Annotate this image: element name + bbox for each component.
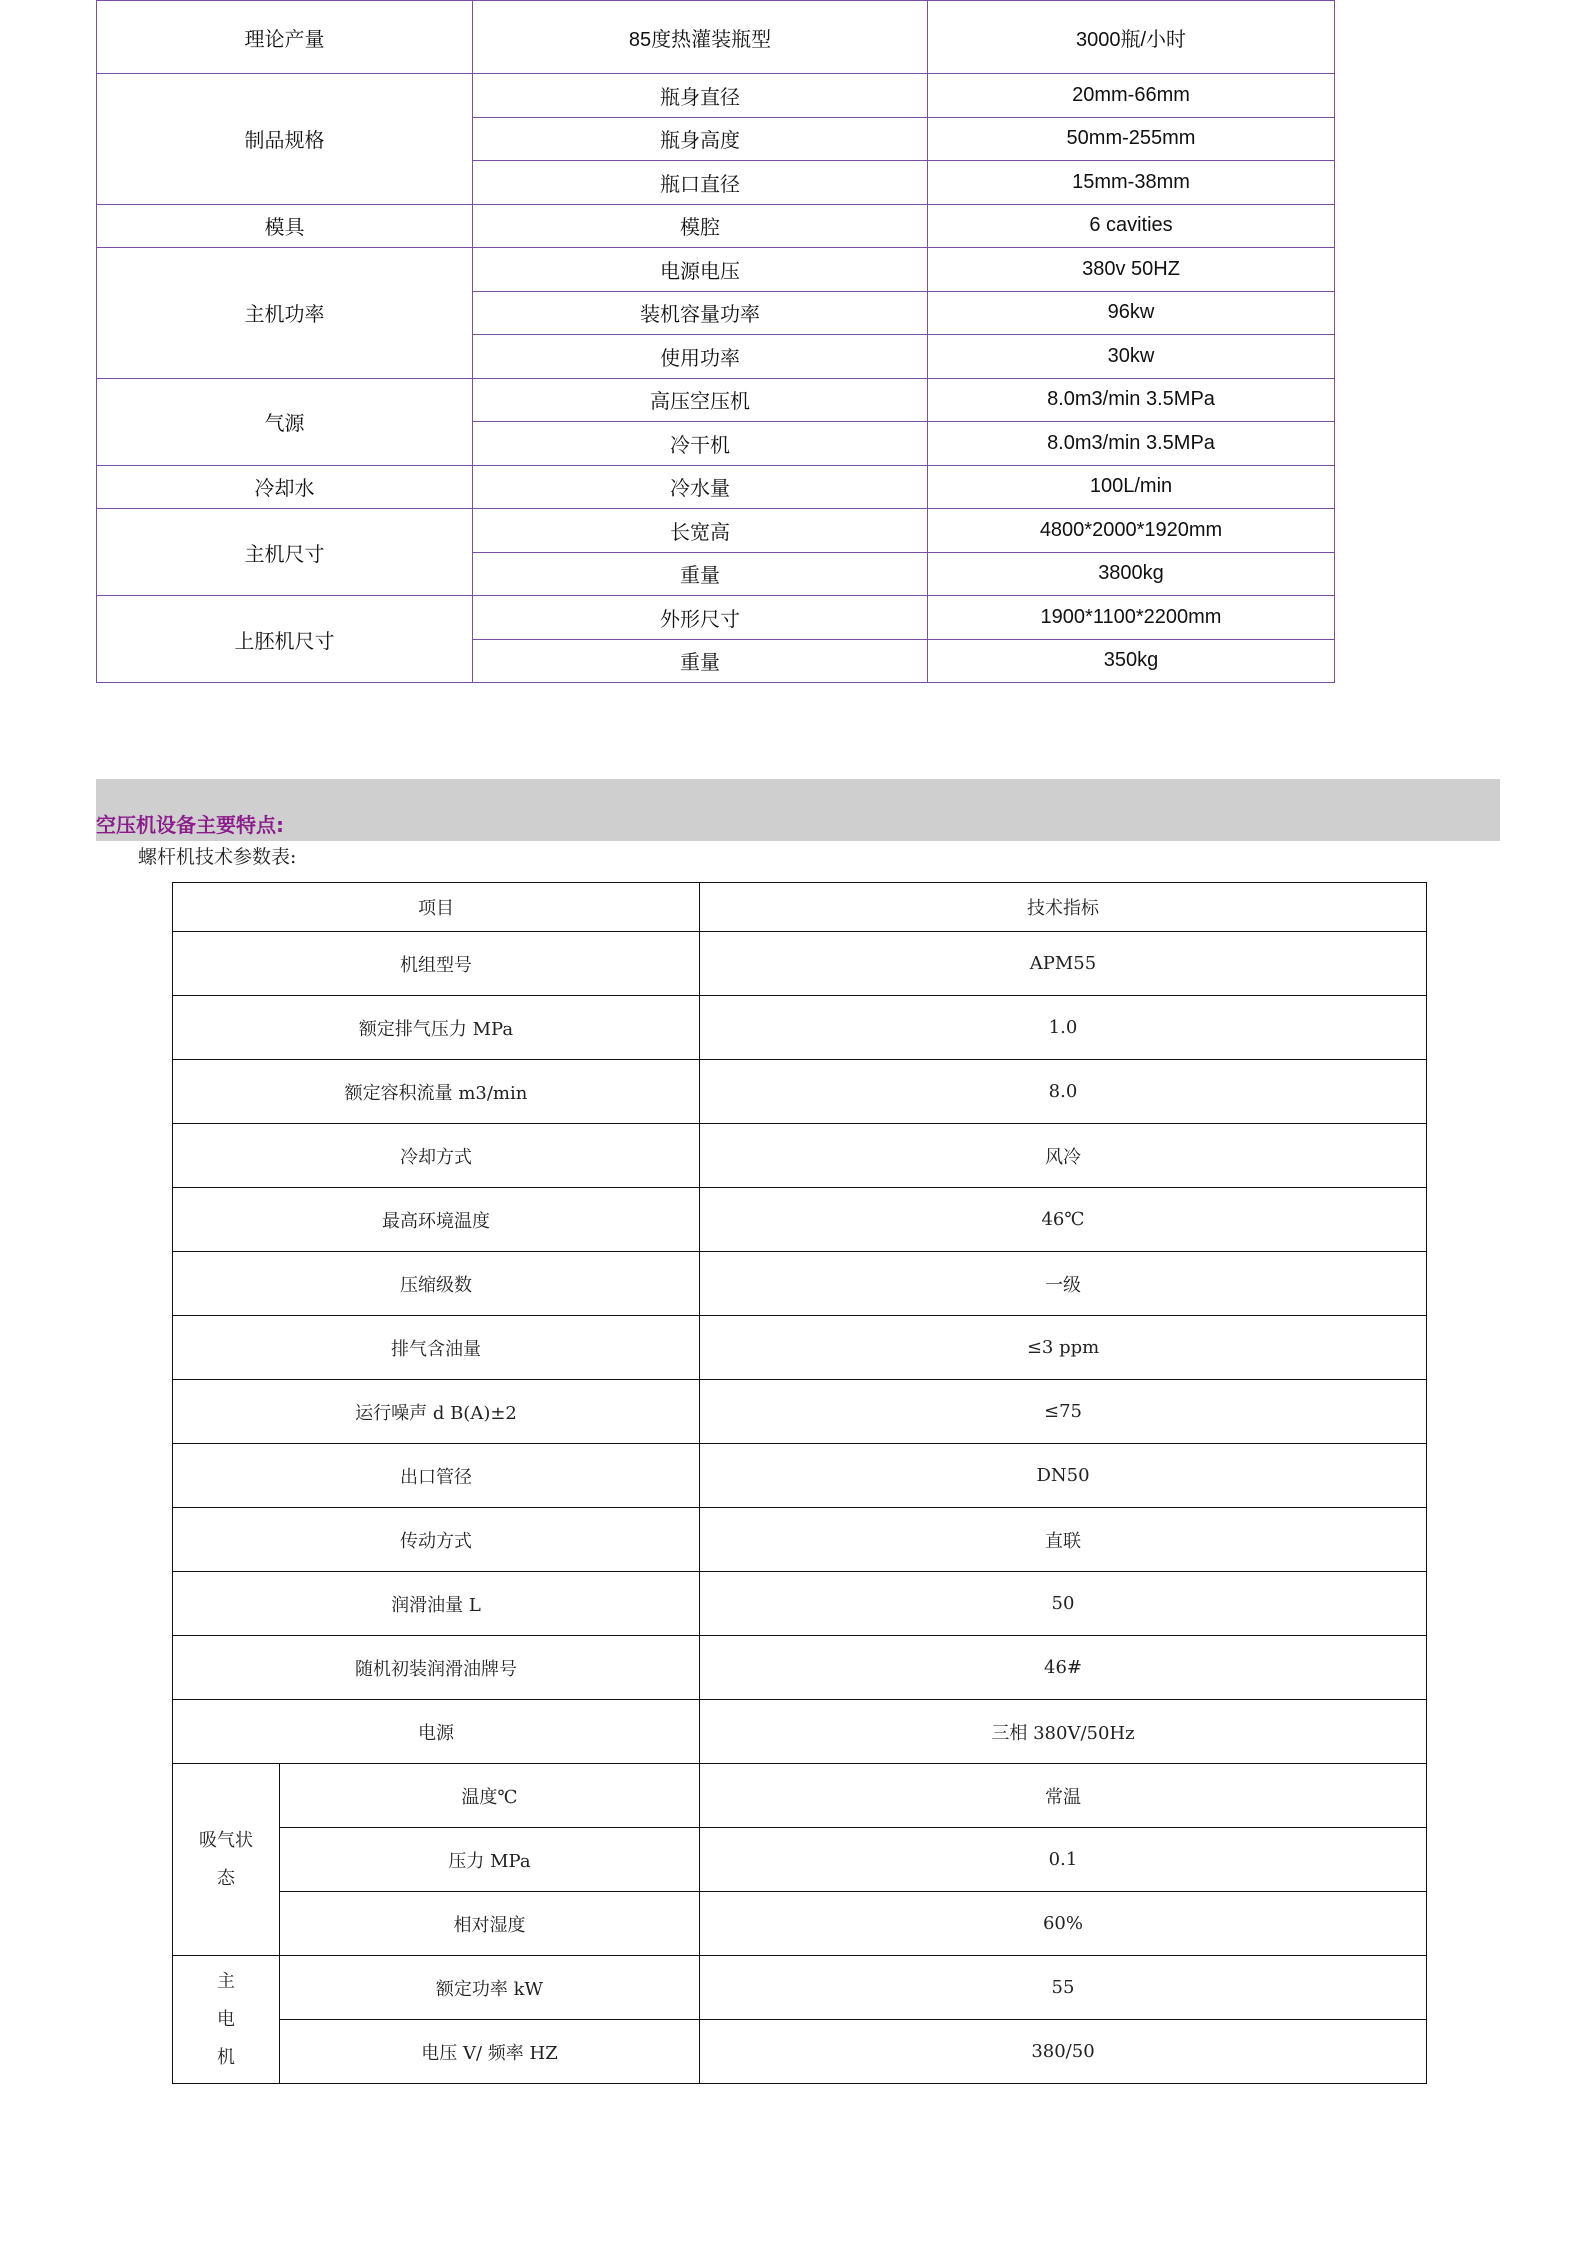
table-row <box>97 378 1335 422</box>
item-cell: 额定容积流量 m3/min <box>173 1060 700 1124</box>
table-row <box>173 1380 1427 1444</box>
group-cell: 冷却水 <box>97 465 473 509</box>
table-row <box>173 2020 1427 2084</box>
table-row <box>173 1764 1427 1828</box>
item-cell: 瓶口直径 <box>473 161 928 205</box>
intake-label-line: 吸气状 <box>199 1829 253 1851</box>
main-motor-label <box>173 1956 280 2084</box>
item-cell: 额定功率 kW <box>280 1956 700 2020</box>
value-cell: 8.0m3/min 3.5MPa <box>928 378 1335 422</box>
value-cell: 3000瓶/小时 <box>928 1 1335 74</box>
value-cell: 直联 <box>700 1508 1427 1572</box>
table-row <box>173 1828 1427 1892</box>
table-row <box>173 1444 1427 1508</box>
table-row <box>173 1124 1427 1188</box>
item-cell: 出口管径 <box>173 1444 700 1508</box>
table-row <box>173 1572 1427 1636</box>
value-cell: 1.0 <box>700 996 1427 1060</box>
machine-spec-table <box>96 0 1335 683</box>
value-cell: 380/50 <box>700 2020 1427 2084</box>
table-row <box>97 1 1335 74</box>
item-cell: 重量 <box>473 639 928 683</box>
value-cell: 一级 <box>700 1252 1427 1316</box>
table-row <box>173 932 1427 996</box>
table-row <box>97 74 1335 118</box>
header-spec: 技术指标 <box>700 883 1427 932</box>
value-cell: 60% <box>700 1892 1427 1956</box>
group-cell: 主机功率 <box>97 248 473 379</box>
item-cell: 冷水量 <box>473 465 928 509</box>
table-row <box>173 1252 1427 1316</box>
intake-label-line: 态 <box>217 1867 235 1889</box>
value-cell: 20mm-66mm <box>928 74 1335 118</box>
item-cell: 电源 <box>173 1700 700 1764</box>
item-cell: 运行噪声 d B(A)±2 <box>173 1380 700 1444</box>
value-cell: 50 <box>700 1572 1427 1636</box>
item-cell: 机组型号 <box>173 932 700 996</box>
table-row <box>173 1060 1427 1124</box>
item-cell: 装机容量功率 <box>473 291 928 335</box>
value-cell: DN50 <box>700 1444 1427 1508</box>
item-cell: 85度热灌装瓶型 <box>473 1 928 74</box>
item-cell: 电压 V/ 频率 HZ <box>280 2020 700 2084</box>
value-cell: 风冷 <box>700 1124 1427 1188</box>
table-header-row <box>173 883 1427 932</box>
value-cell: ≤3 ppm <box>700 1316 1427 1380</box>
value-cell: 30kw <box>928 335 1335 379</box>
group-cell: 上胚机尺寸 <box>97 596 473 683</box>
group-cell: 模具 <box>97 204 473 248</box>
value-cell: 96kw <box>928 291 1335 335</box>
motor-label-line: 电 <box>217 2008 235 2030</box>
item-cell: 瓶身直径 <box>473 74 928 118</box>
value-cell: 50mm-255mm <box>928 117 1335 161</box>
item-cell: 相对湿度 <box>280 1892 700 1956</box>
motor-label-line: 机 <box>217 2046 235 2068</box>
table-row <box>173 996 1427 1060</box>
value-cell: 4800*2000*1920mm <box>928 509 1335 553</box>
item-cell: 瓶身高度 <box>473 117 928 161</box>
value-cell: 0.1 <box>700 1828 1427 1892</box>
value-cell: 常温 <box>700 1764 1427 1828</box>
table-row <box>173 1508 1427 1572</box>
item-cell: 长宽高 <box>473 509 928 553</box>
table-row <box>173 1636 1427 1700</box>
group-cell: 主机尺寸 <box>97 509 473 596</box>
table-row <box>173 1188 1427 1252</box>
item-cell: 使用功率 <box>473 335 928 379</box>
table-row <box>97 204 1335 248</box>
header-item: 项目 <box>173 883 700 932</box>
group-cell: 理论产量 <box>97 1 473 74</box>
value-cell: 1900*1100*2200mm <box>928 596 1335 640</box>
value-cell: 46℃ <box>700 1188 1427 1252</box>
section-header-band <box>96 779 1500 841</box>
value-cell: 55 <box>700 1956 1427 2020</box>
value-cell: 6 cavities <box>928 204 1335 248</box>
value-cell: 100L/min <box>928 465 1335 509</box>
value-cell: 8.0 <box>700 1060 1427 1124</box>
compressor-spec-table <box>172 882 1427 2084</box>
table-row <box>173 1892 1427 1956</box>
table-row <box>97 248 1335 292</box>
item-cell: 模腔 <box>473 204 928 248</box>
value-cell: 46# <box>700 1636 1427 1700</box>
table-row <box>173 1956 1427 2020</box>
value-cell: 3800kg <box>928 552 1335 596</box>
item-cell: 额定排气压力 MPa <box>173 996 700 1060</box>
table-row <box>173 1700 1427 1764</box>
item-cell: 重量 <box>473 552 928 596</box>
table-caption: 螺杆机技术参数表: <box>138 846 297 868</box>
value-cell: 350kg <box>928 639 1335 683</box>
item-cell: 排气含油量 <box>173 1316 700 1380</box>
value-cell: ≤75 <box>700 1380 1427 1444</box>
value-cell: 8.0m3/min 3.5MPa <box>928 422 1335 466</box>
value-cell: APM55 <box>700 932 1427 996</box>
table-row <box>97 465 1335 509</box>
item-cell: 压缩级数 <box>173 1252 700 1316</box>
value-cell: 380v 50HZ <box>928 248 1335 292</box>
item-cell: 随机初装润滑油牌号 <box>173 1636 700 1700</box>
intake-state-label <box>173 1764 280 1956</box>
section-title: 空压机设备主要特点: <box>96 813 284 837</box>
group-cell: 气源 <box>97 378 473 465</box>
item-cell: 最高环境温度 <box>173 1188 700 1252</box>
value-cell: 三相 380V/50Hz <box>700 1700 1427 1764</box>
item-cell: 润滑油量 L <box>173 1572 700 1636</box>
item-cell: 冷干机 <box>473 422 928 466</box>
item-cell: 压力 MPa <box>280 1828 700 1892</box>
item-cell: 高压空压机 <box>473 378 928 422</box>
group-cell: 制品规格 <box>97 74 473 205</box>
item-cell: 传动方式 <box>173 1508 700 1572</box>
item-cell: 电源电压 <box>473 248 928 292</box>
item-cell: 冷却方式 <box>173 1124 700 1188</box>
value-cell: 15mm-38mm <box>928 161 1335 205</box>
table-row <box>97 596 1335 640</box>
item-cell: 温度℃ <box>280 1764 700 1828</box>
table-row <box>173 1316 1427 1380</box>
item-cell: 外形尺寸 <box>473 596 928 640</box>
table-row <box>97 509 1335 553</box>
motor-label-line: 主 <box>217 1970 235 1992</box>
